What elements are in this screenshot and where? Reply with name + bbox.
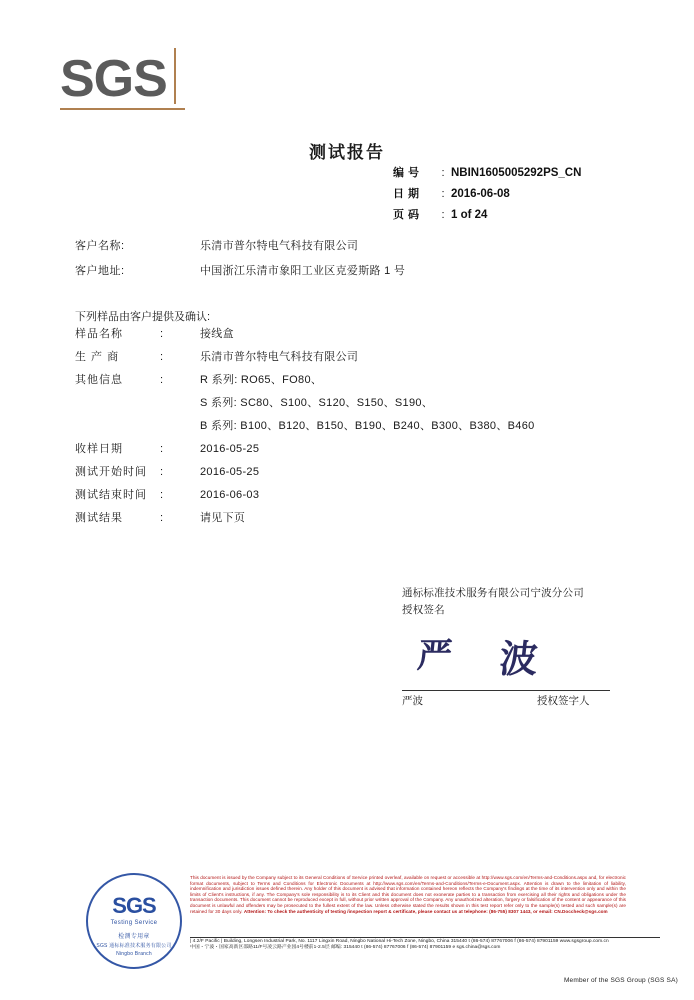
footer-legal-body: This document is issued by the Company subject to its General Conditions of Service printed overleaf, available on request or accessible at http://www.sgs.com/en/Terms-and-Conditions.aspx and, for electronic format documents, subject to Terms and Conditions for Electronic Documents at http://www.sgs.com/en/Terms-and-Conditions/Terms-e-Document.aspx. Attention is drawn to the limitation of liability, indemnification and jurisdiction issues defined therein. Any holder of this document is advised that information contained hereon reflects the Company's findings at the time of its intervention only and within the limits of Client's instructions, if any. The Company's sole responsibility is to its Client and this document does not exonerate parties to a transaction from exercising all their rights and obligations under the transaction documents. This document cannot be reproduced except in full, without prior written approval of the Company. Any unauthorized alteration, forgery or falsification of the content or appearance of this document is unlawful and offenders may be prosecuted to the fullest extent of the law. Unless otherwise stated the results shown in this test report refer only to the sample(s) tested and such sample(s) are retained for 30 days only. — [190, 875, 626, 914]
table-row — [75, 486, 535, 509]
info-colon-test-result: : — [160, 512, 164, 524]
info-colon-receipt-date: : — [160, 443, 164, 455]
signature-rule — [402, 690, 610, 691]
meta-colon-date: : — [441, 188, 445, 200]
info-label-test-start: 测试开始时间 — [75, 466, 147, 478]
logo-horizontal-rule — [60, 108, 185, 110]
meta-row-page — [393, 206, 581, 227]
seal-line-chinese: 检测专用章 — [118, 934, 150, 940]
footer-address-block — [190, 939, 660, 951]
signature-subtitle: 授权签名 — [402, 604, 445, 616]
page-title: 测试报告 — [309, 143, 385, 162]
meta-row-date — [393, 185, 581, 206]
meta-row-number — [393, 164, 581, 185]
customer-name-value: 乐清市普尔特电气科技有限公司 — [200, 240, 359, 252]
footer-member-line: Member of the SGS Group (SGS SA) — [563, 977, 678, 984]
footer-address-en: | 4.2/F Pacific | Building, Longsen Industrial Park, No. 1117 Lingxin Road, Ningbo National Hi-Tech Zone, Ningbo, China 315440 t (86-574) 87767006 f (86-574) 87901159 www.sgsgroup.com.cn — [190, 939, 609, 944]
signature-company: 通标标准技术服务有限公司宁波分公司 — [402, 587, 584, 599]
info-colon-test-end: : — [160, 489, 164, 501]
report-meta — [393, 164, 581, 227]
meta-value-page: 1 of 24 — [451, 209, 488, 221]
meta-value-number: NBIN1605005292PS_CN — [451, 167, 582, 179]
sample-declaration: 下列样品由客户提供及确认: — [75, 311, 211, 323]
meta-colon-number: : — [441, 167, 445, 179]
meta-colon-page: : — [441, 209, 445, 221]
meta-label-number: 编号 — [393, 167, 423, 179]
info-value-sample-name: 接线盒 — [200, 328, 234, 340]
info-value-other-info: R 系列: RO65、FO80、 — [200, 374, 323, 386]
signature-role: 授权签字人 — [537, 695, 590, 707]
sample-info-table — [75, 325, 535, 532]
seal-line-company: SGS 通标标准技术服务有限公司 — [96, 943, 172, 949]
info-label-test-end: 测试结束时间 — [75, 489, 147, 501]
info-label-manufacturer: 生 产 商 — [75, 351, 120, 363]
page-footer — [0, 873, 694, 973]
customer-block — [75, 237, 405, 287]
table-row — [75, 509, 535, 532]
info-label-other-info: 其他信息 — [75, 374, 123, 386]
table-row — [75, 440, 535, 463]
info-label-receipt-date: 收样日期 — [75, 443, 123, 455]
customer-address-label: 客户地址: — [75, 265, 125, 277]
company-seal-stamp — [86, 873, 182, 969]
info-value-test-result: 请见下页 — [200, 512, 246, 524]
seal-line-branch: Ningbo Branch — [116, 951, 152, 957]
customer-address-row — [75, 262, 405, 287]
signature-handwriting-first: 严 — [415, 636, 454, 676]
meta-label-page: 页码 — [393, 209, 423, 221]
info-value-receipt-date: 2016-05-25 — [200, 443, 260, 455]
footer-legal-attention: Attention: To check the authenticity of testing /inspection report & certificate, please contact us at telephone: (86-755) 8307 1443, or email: CN.Doccheck@sgs.com — [243, 908, 608, 914]
customer-name-row — [75, 237, 405, 262]
info-label-test-result: 测试结果 — [75, 512, 123, 524]
meta-value-date: 2016-06-08 — [451, 188, 510, 200]
sgs-logo-text: SGS — [60, 50, 167, 108]
meta-label-date: 日期 — [393, 188, 423, 200]
info-colon-sample-name: : — [160, 328, 164, 340]
table-row — [75, 463, 535, 486]
seal-logo-text: SGS — [112, 893, 156, 918]
footer-legal-text — [190, 875, 626, 914]
info-value-other-info-line3: B 系列: B100、B120、B150、B190、B240、B300、B380、B460 — [200, 420, 535, 432]
customer-address-value: 中国浙江乐清市象阳工业区克爱斯路 1 号 — [200, 265, 406, 277]
info-value-manufacturer: 乐清市普尔特电气科技有限公司 — [200, 351, 359, 363]
signature-name: 严波 — [402, 695, 423, 707]
info-label-sample-name: 样品名称 — [75, 328, 123, 340]
sgs-logo — [60, 48, 185, 110]
info-value-test-start: 2016-05-25 — [200, 466, 260, 478]
table-row — [75, 371, 535, 394]
info-value-other-info-line2: S 系列: SC80、S100、S120、S150、S190、 — [200, 397, 434, 409]
customer-name-label: 客户名称: — [75, 240, 125, 252]
footer-divider — [190, 937, 660, 938]
signature-handwriting-second: 波 — [497, 636, 541, 681]
footer-address-cn: 中国・宁波・国家高新区邵路11/F号凌云路产业园4号楼前1-2.5层 邮编: 315440 t (86-574) 87767006 f (86-574) 87901159 e sgs.china@sgs.com — [190, 945, 501, 951]
info-colon-test-start: : — [160, 466, 164, 478]
info-colon-manufacturer: : — [160, 351, 164, 363]
info-value-test-end: 2016-06-03 — [200, 489, 260, 501]
logo-vertical-rule — [174, 48, 176, 104]
table-row — [75, 348, 535, 371]
seal-line-testing-service: Testing Service — [110, 920, 158, 926]
info-colon-other-info: : — [160, 374, 164, 386]
table-row — [75, 325, 535, 348]
